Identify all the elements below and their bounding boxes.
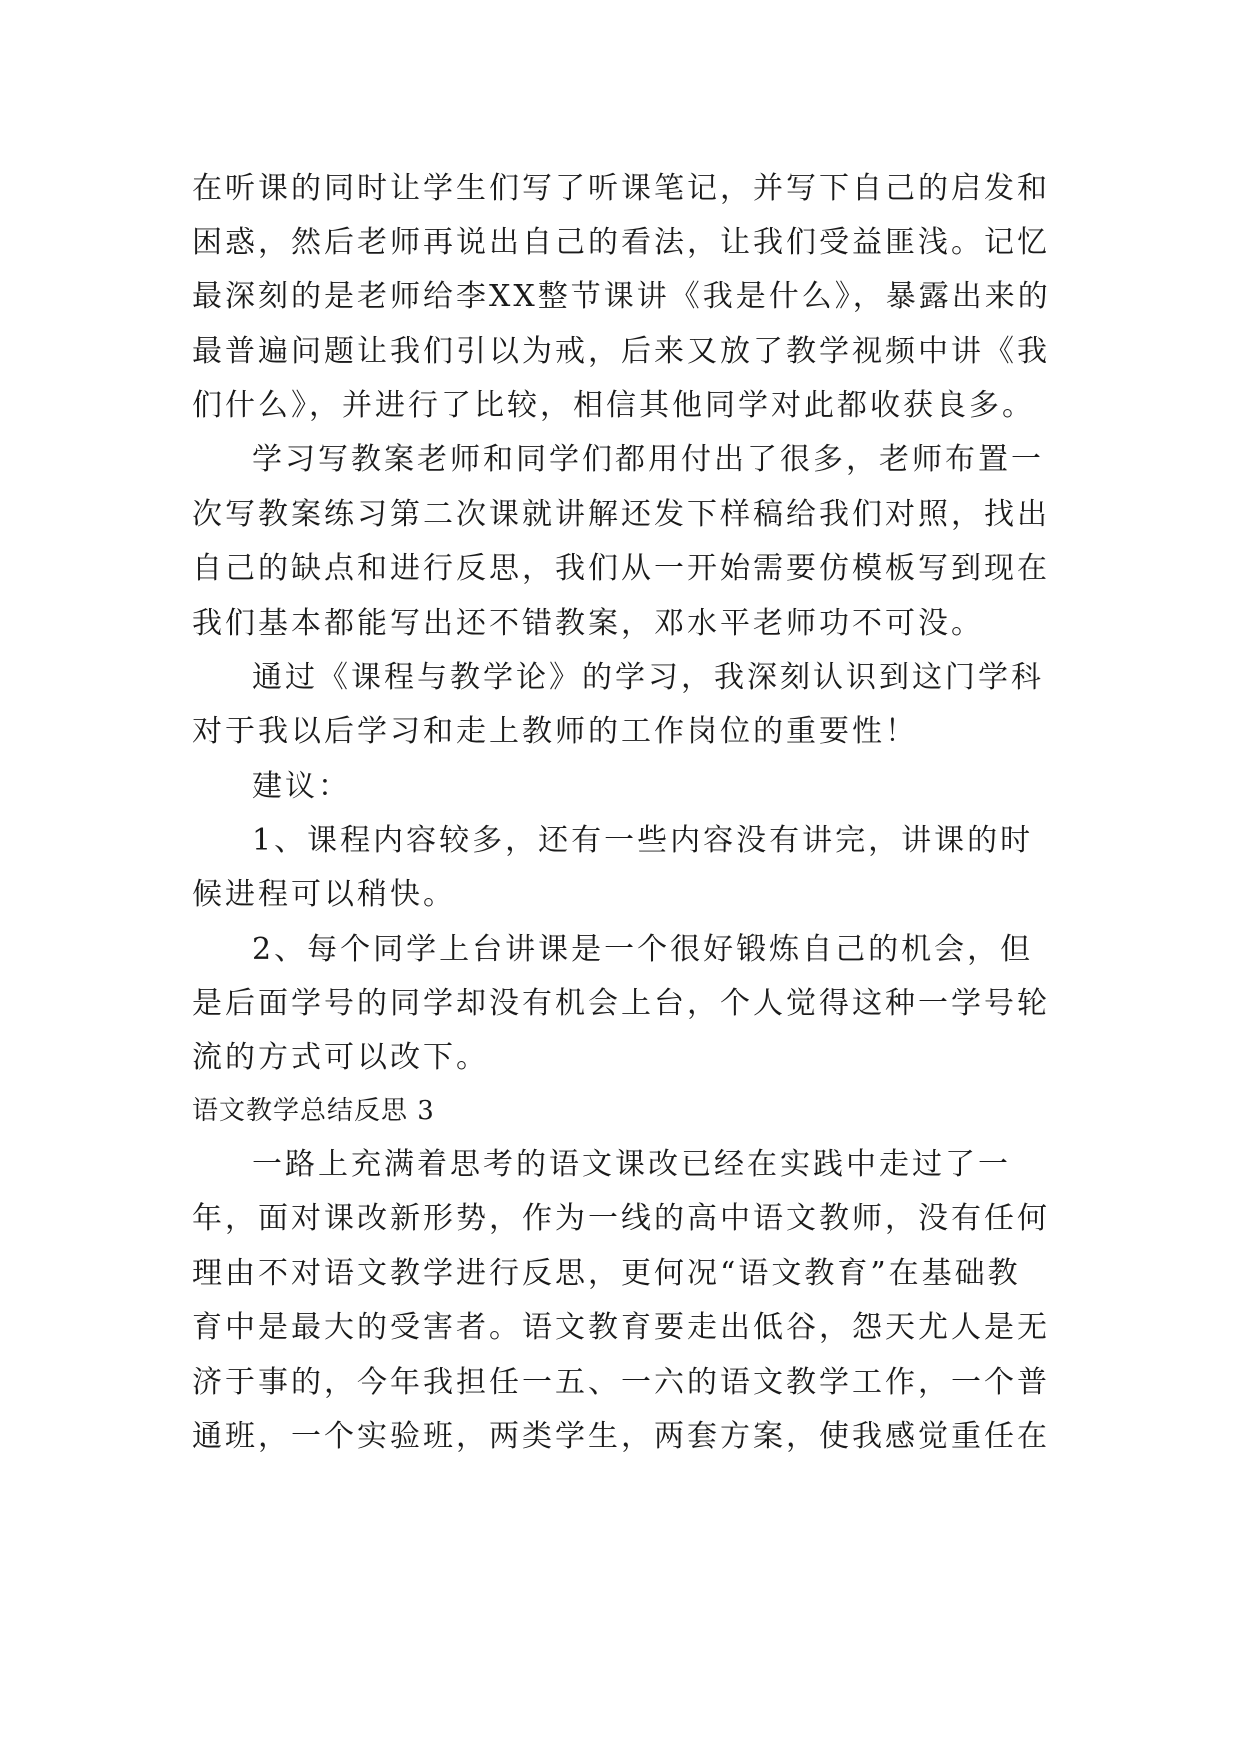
suggestion-heading: 建议： — [252, 769, 351, 804]
text-line: 是后面学号的同学却没有机会上台，个人觉得这种一学号轮 — [192, 986, 1050, 1021]
suggestion-item-1: 1、课程内容较多，还有一些内容没有讲完，讲课的时 — [252, 823, 1034, 858]
text-line: 对于我以后学习和走上教师的工作岗位的重要性！ — [192, 714, 918, 749]
text-line: 年，面对课改新形势，作为一线的高中语文教师，没有任何 — [192, 1201, 1050, 1236]
text-line: 最普遍问题让我们引以为戒，后来又放了教学视频中讲《我 — [192, 334, 1050, 369]
text-line: 通班，一个实验班，两类学生，两套方案，使我感觉重任在 — [192, 1419, 1050, 1454]
text-line: 最深刻的是老师给李XX整节课讲《我是什么》，暴露出来的 — [192, 279, 1051, 314]
paragraph-first-line: 一路上充满着思考的语文课改已经在实践中走过了一 — [252, 1147, 1011, 1182]
text-line: 济于事的，今年我担任一五、一六的语文教学工作，一个普 — [192, 1365, 1050, 1400]
text-line: 育中是最大的受害者。语文教育要走出低谷，怨天尤人是无 — [192, 1310, 1050, 1345]
text-line: 在听课的同时让学生们写了听课笔记，并写下自己的启发和 — [192, 171, 1050, 206]
text-line: 次写教案练习第二次课就讲解还发下样稿给我们对照，找出 — [192, 497, 1050, 532]
text-line: 候进程可以稍快。 — [192, 877, 456, 912]
text-line: 理由不对语文教学进行反思，更何况“语文教育”在基础教 — [192, 1256, 1021, 1291]
section-heading: 语文教学总结反思 3 — [192, 1096, 435, 1126]
text-line: 我们基本都能写出还不错教案，邓水平老师功不可没。 — [192, 606, 984, 641]
text-line: 自己的缺点和进行反思，我们从一开始需要仿模板写到现在 — [192, 551, 1050, 586]
paragraph-first-line: 通过《课程与教学论》的学习，我深刻认识到这门学科 — [252, 660, 1044, 695]
paragraph-first-line: 学习写教案老师和同学们都用付出了很多，老师布置一 — [252, 442, 1044, 477]
text-line: 流的方式可以改下。 — [192, 1040, 489, 1075]
suggestion-item-2: 2、每个同学上台讲课是一个很好锻炼自己的机会，但 — [252, 932, 1034, 967]
text-line: 们什么》，并进行了比较，相信其他同学对此都收获良多。 — [192, 388, 1035, 423]
text-line: 困惑，然后老师再说出自己的看法，让我们受益匪浅。记忆 — [192, 225, 1050, 260]
